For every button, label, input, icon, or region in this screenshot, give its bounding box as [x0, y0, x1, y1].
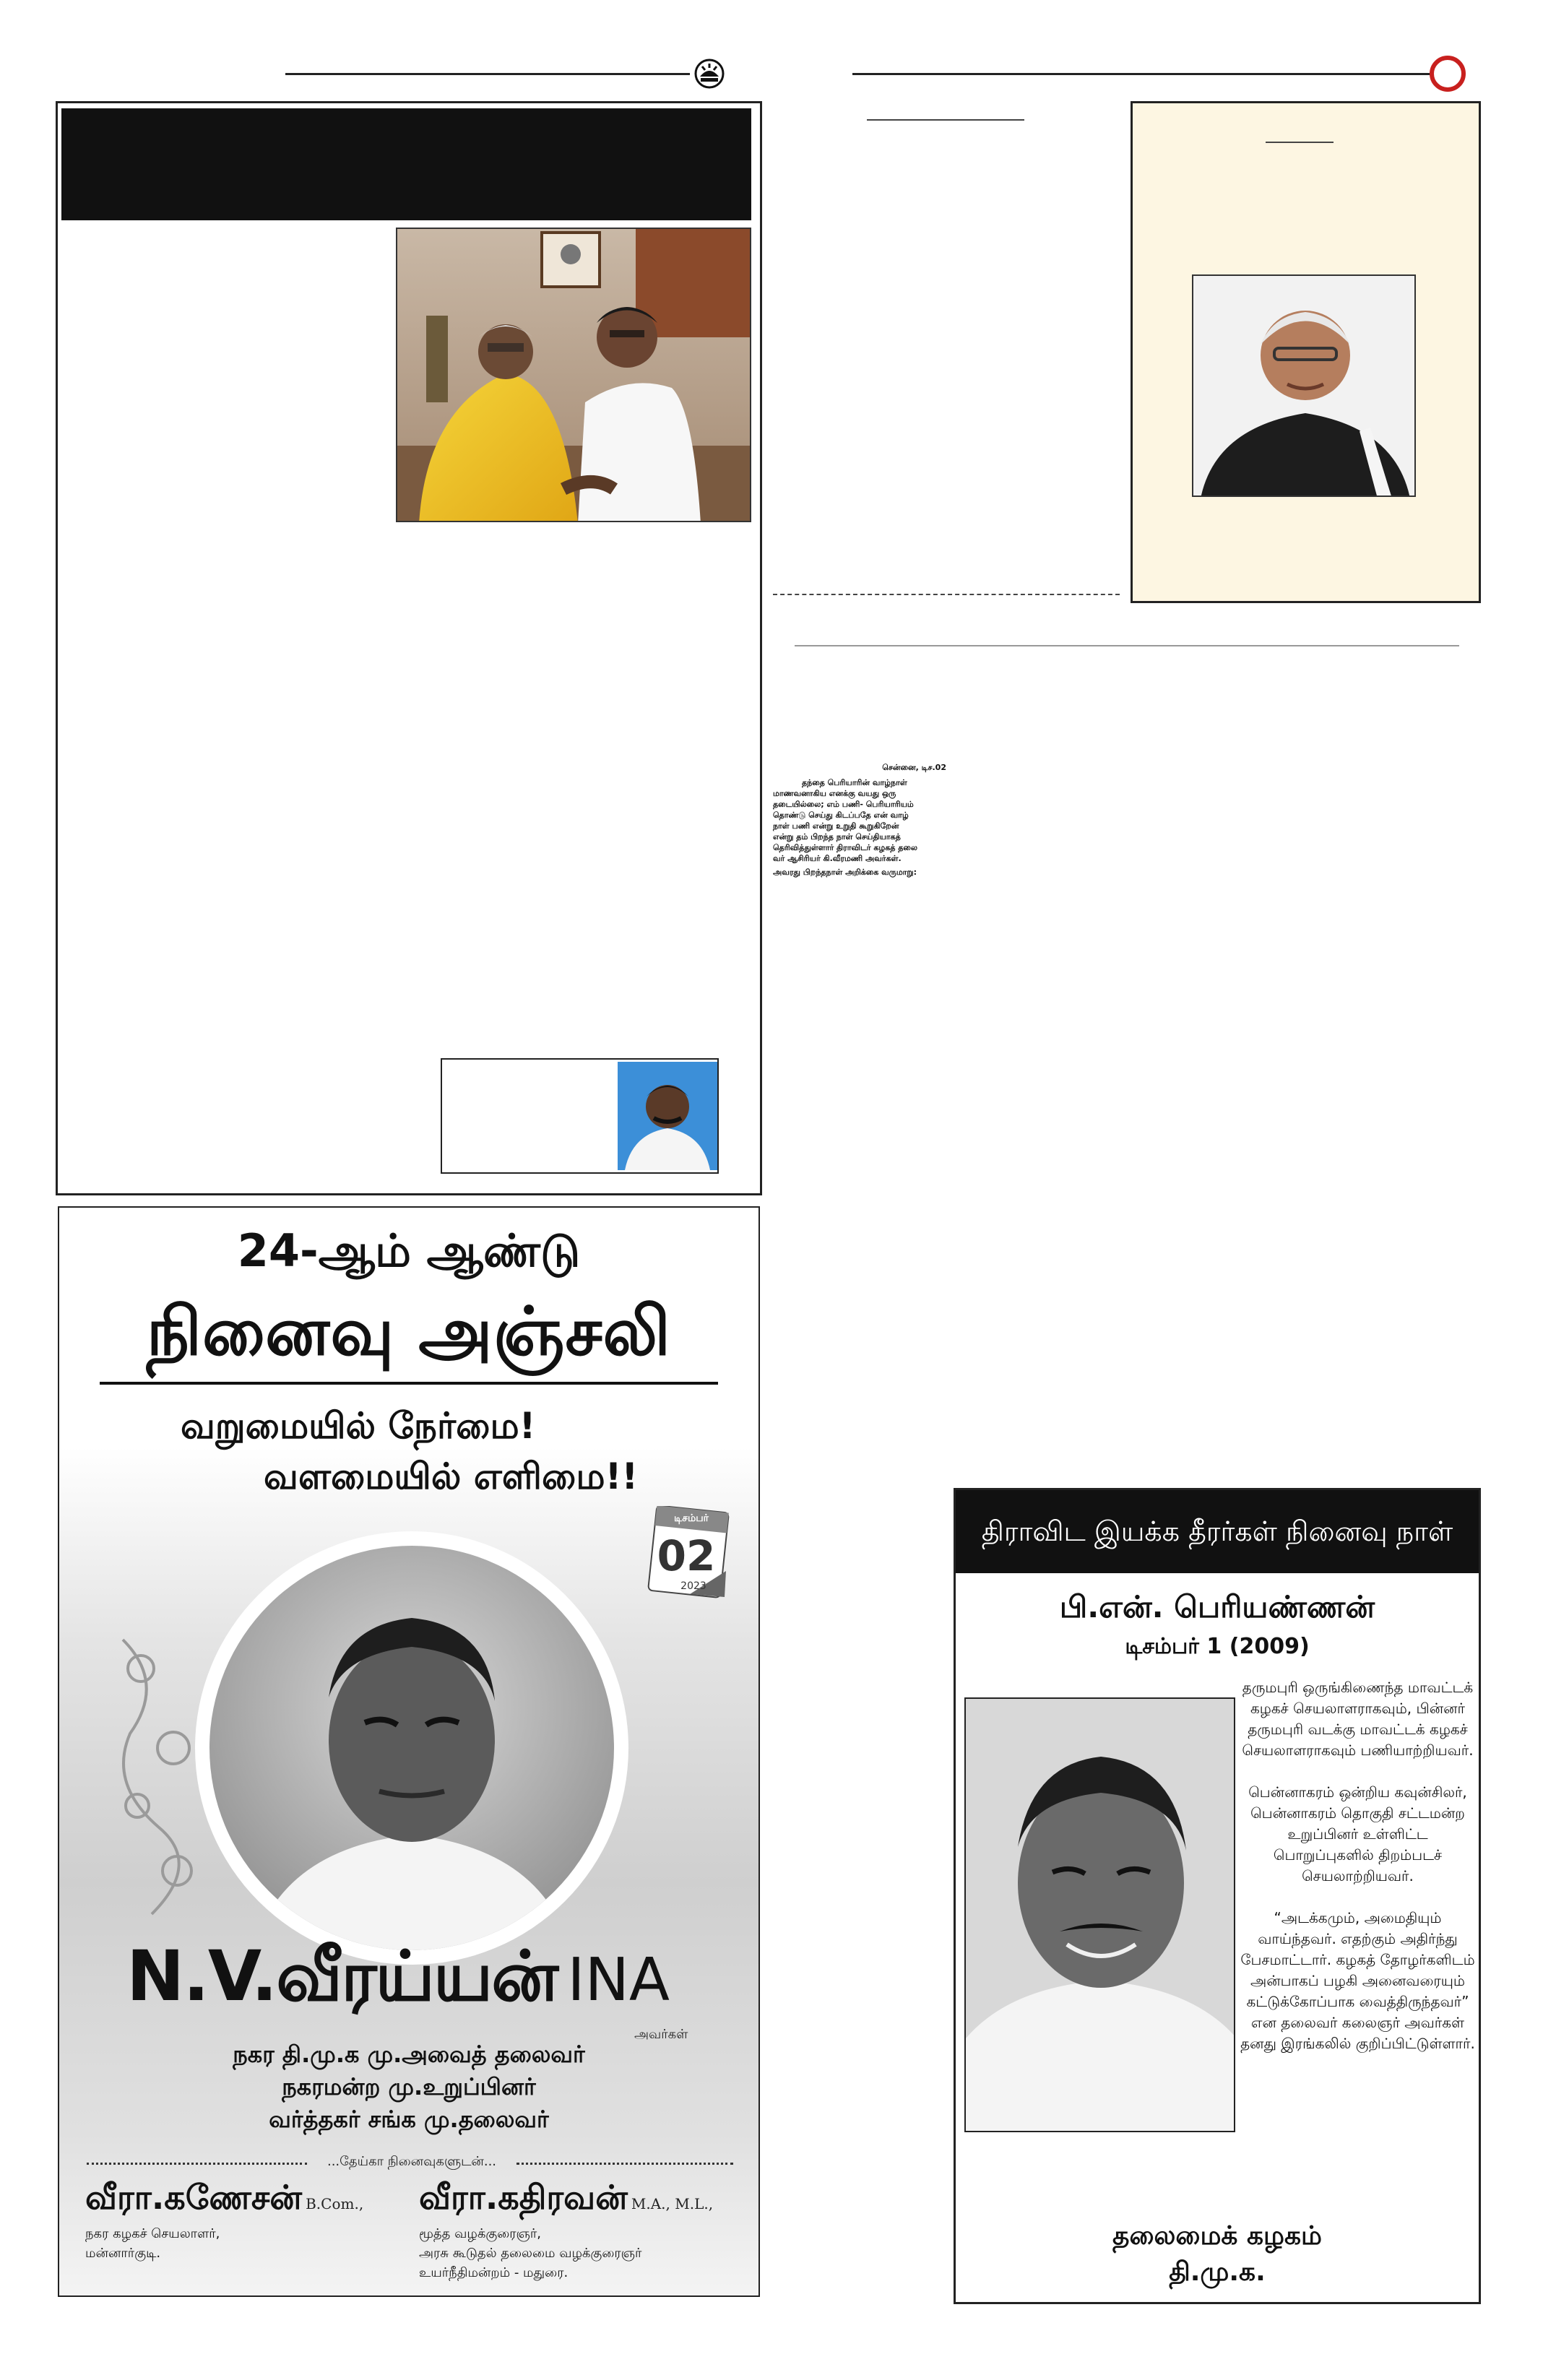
memorial-slogan-2: வளமையில் எளிமை!!: [264, 1455, 639, 1497]
tribute-portrait: [964, 1697, 1235, 2132]
news-line: நாள் பணி என்று உறுதி கூறுகிறேன்: [773, 821, 899, 831]
lead-article-headline-bar: [61, 108, 751, 220]
signer-1-line: மன்னார்குடி.: [85, 2246, 161, 2261]
tribute-para-2: பென்னாகரம் ஒன்றிய கவுன்சிலர், பென்னாகரம் தொகுதி சட்டமன்ற உறுப்பினர் உள்ளிட்ட பொறுப்புகளில் திறம்படச் செயலாற்றியவர்.: [1248, 1783, 1467, 1884]
tribute-footer-1: தலைமைக் கழகம்: [1112, 2221, 1322, 2251]
header-rule-right: [852, 73, 1430, 75]
thin-separator: [795, 645, 1459, 646]
memorial-name-suffix: INA: [567, 1946, 670, 2015]
rising-sun-emblem-icon: [693, 58, 725, 90]
tribute-text-column: [1237, 1677, 1479, 2054]
veeramani-feature-rule: [1266, 142, 1334, 143]
news-line: அவரது பிறந்தநாள் அறிக்கை வருமாறு:: [773, 867, 917, 877]
memorial-name: [126, 1936, 719, 2026]
news-line: தடையில்லை; எம் பணி- பெரியாரியம்: [773, 800, 914, 809]
memorial-role-2: நகரமன்ற மு.உறுப்பினர்: [282, 2073, 536, 2100]
tribute-name: பி.என். பெரியண்ணன்: [1059, 1589, 1375, 1624]
lead-photo-cm-greeting: [396, 228, 751, 522]
tribute-date: டிசம்பர் 1 (2009): [1125, 1634, 1310, 1659]
memorial-signer-1: [85, 2178, 396, 2262]
dashed-separator: [773, 594, 1120, 595]
tribute-para-1: தருமபுரி ஒருங்கிணைந்த மாவட்டக் கழகச் செயலாளராகவும், பின்னர் தருமபுரி வடக்கு மாவட்டக் கழகச் செயலாளராகவும் பணியாற்றியவர்.: [1242, 1679, 1474, 1759]
memorial-dotted-rule-left: [87, 2163, 307, 2165]
memorial-separator-text: ...தேய்கா நினைவுகளுடன்...: [327, 2154, 497, 2169]
veeramani-portrait: [1192, 274, 1416, 497]
news-line: வர் ஆசிரியர் கி.வீரமணி அவர்கள்.: [773, 854, 902, 863]
memorial-signer-2: [419, 2178, 744, 2282]
memorial-title: நினைவு அஞ்சலி: [146, 1293, 672, 1370]
calendar-year: 2023: [680, 1580, 706, 1592]
memorial-honorific: அவர்கள்: [634, 2027, 688, 2042]
memorial-dotted-rule-right: [517, 2163, 733, 2165]
memorial-role-3: வர்த்தகர் சங்க மு.தலைவர்: [269, 2106, 549, 2133]
news-line: தெரிவித்துள்ளார் திராவிடர் கழகத் தலை: [773, 843, 917, 852]
memorial-anniversary: 24-ஆம் ஆண்டு: [237, 1224, 581, 1277]
news-line: என்று தம் பிறந்த நாள் செய்தியாகத்: [773, 832, 901, 841]
news-line: சென்னை, டிச.02: [882, 763, 946, 772]
memorial-role-1: நகர தி.மு.க மு.அவைத் தலைவர்: [233, 2041, 585, 2068]
memorial-slogan-1: வறுமையில் நேர்மை!: [181, 1405, 536, 1447]
signer-1-degree: B.Com.,: [306, 2195, 364, 2212]
news-line: மாணவனாகிய எனக்கு வயது ஒரு: [773, 789, 896, 798]
signer-1-line: நகர கழகச் செயலாளர்,: [85, 2226, 220, 2241]
signer-2-line: அரசு கூடுதல் தலைமை வழக்குரைஞர்: [419, 2246, 642, 2261]
signer-2-degree: M.A., M.L.,: [631, 2195, 714, 2212]
signer-2-line: மூத்த வழக்குரைஞர்,: [419, 2226, 542, 2241]
red-circle-badge-icon: [1429, 55, 1466, 92]
tribute-header: திராவிட இயக்க தீரர்கள் நினைவு நாள்: [981, 1515, 1453, 1547]
tribute-para-3: “அடக்கமும், அமைதியும் வாய்ந்தவர். எதற்கும் அதிர்ந்து பேசமாட்டார். கழகத் தோழர்களிடம் அன்பாகப் பழகி அனைவரையும் கட்டுக்கோப்பாக வைத்திருந்தவர்” என தலைவர் கலைஞர் அவர்கள் தனது இரங்கலில் குறிப்பிட்டுள்ளார்.: [1240, 1909, 1475, 2052]
memorial-name-text: N.V.வீரய்யன்: [126, 1936, 558, 2017]
calendar-day: 02: [657, 1531, 716, 1580]
news-line: தொண்டு செய்து கிடப்பதே என் வாழ்: [773, 810, 909, 820]
tribute-footer-2: தி.மு.க.: [1169, 2257, 1266, 2287]
signer-1-name: வீரா.கணேசன்: [85, 2178, 302, 2217]
calendar-month: டிசம்பர்: [674, 1513, 709, 1524]
header-rule-left: [285, 73, 690, 75]
birthday-statement-column: [773, 762, 946, 878]
news-line: தந்தை பெரியாரின் வாழ்நாள்: [802, 778, 907, 787]
lead-article-inset-photo: [618, 1062, 717, 1170]
memorial-portrait: [209, 1546, 614, 1950]
signer-2-name: வீரா.கதிரவன்: [419, 2178, 628, 2217]
memorial-title-rule: [100, 1382, 718, 1385]
column-short-rule: [867, 119, 1024, 121]
signer-2-line: உயர்நீதிமன்றம் - மதுரை.: [419, 2265, 569, 2280]
